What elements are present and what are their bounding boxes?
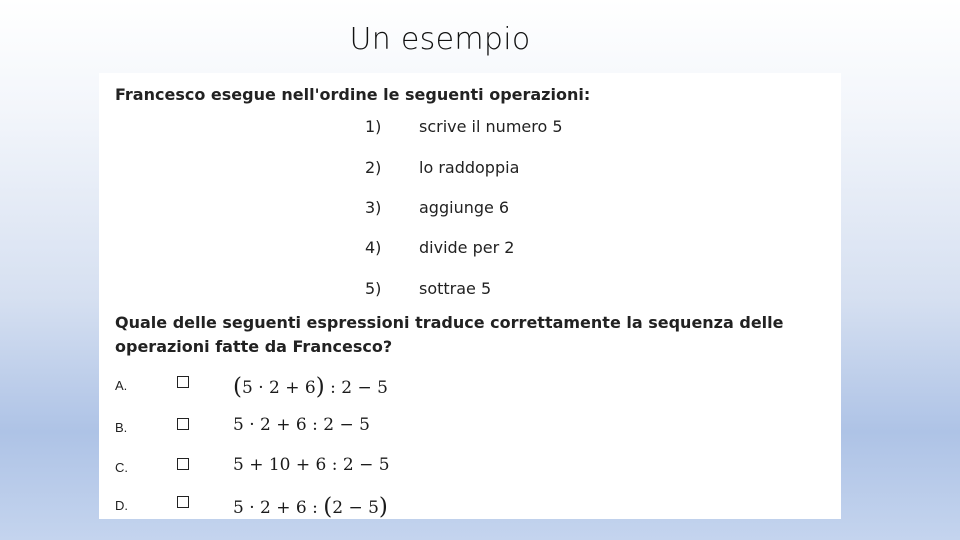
step-text: aggiunge 6 (419, 198, 510, 217)
slide-title: Un esempio (349, 22, 531, 57)
step-text: scrive il numero 5 (419, 117, 563, 136)
expr-part: 5 · 2 + 6 : (233, 498, 324, 518)
checkbox-icon[interactable] (177, 376, 189, 388)
checkbox-icon[interactable] (177, 458, 189, 470)
close-paren: ) (378, 494, 388, 520)
answer-option-d[interactable] (99, 493, 841, 523)
problem-intro: Francesco esegue nell'ordine le seguenti operazioni: (115, 85, 591, 104)
answer-option-c[interactable] (99, 455, 841, 485)
expr-part: : 2 − 5 (324, 378, 388, 398)
option-expression (233, 493, 388, 519)
option-letter: D. (115, 498, 128, 513)
step-number: 1) (365, 117, 382, 136)
step-number: 4) (365, 238, 382, 257)
answer-option-b[interactable] (99, 415, 841, 445)
option-expression (233, 373, 388, 399)
expr-part: 2 − 5 (332, 498, 379, 518)
checkbox-icon[interactable] (177, 496, 189, 508)
step-number: 3) (365, 198, 382, 217)
option-letter: B. (115, 420, 128, 435)
option-expression: 5 + 10 + 6 : 2 − 5 (233, 455, 390, 475)
open-paren: ( (323, 494, 333, 520)
step-text: divide per 2 (419, 238, 515, 257)
step-number: 2) (365, 158, 382, 177)
step-number: 5) (365, 279, 382, 298)
question-text: Quale delle seguenti espressioni traduce correttamente la sequenza delle operazioni fatte da Francesco? (115, 313, 784, 356)
checkbox-icon[interactable] (177, 418, 189, 430)
option-letter: C. (115, 460, 128, 475)
option-expression: 5 · 2 + 6 : 2 − 5 (233, 415, 370, 435)
open-paren: ( (233, 374, 242, 400)
expr-part: 5 · 2 + 6 (241, 378, 316, 398)
step-text: sottrae 5 (419, 279, 492, 298)
option-letter: A. (115, 378, 128, 393)
step-text: lo raddoppia (419, 158, 520, 177)
close-paren: ) (315, 374, 325, 400)
exercise-card (99, 73, 841, 519)
answer-option-a[interactable] (99, 373, 841, 403)
